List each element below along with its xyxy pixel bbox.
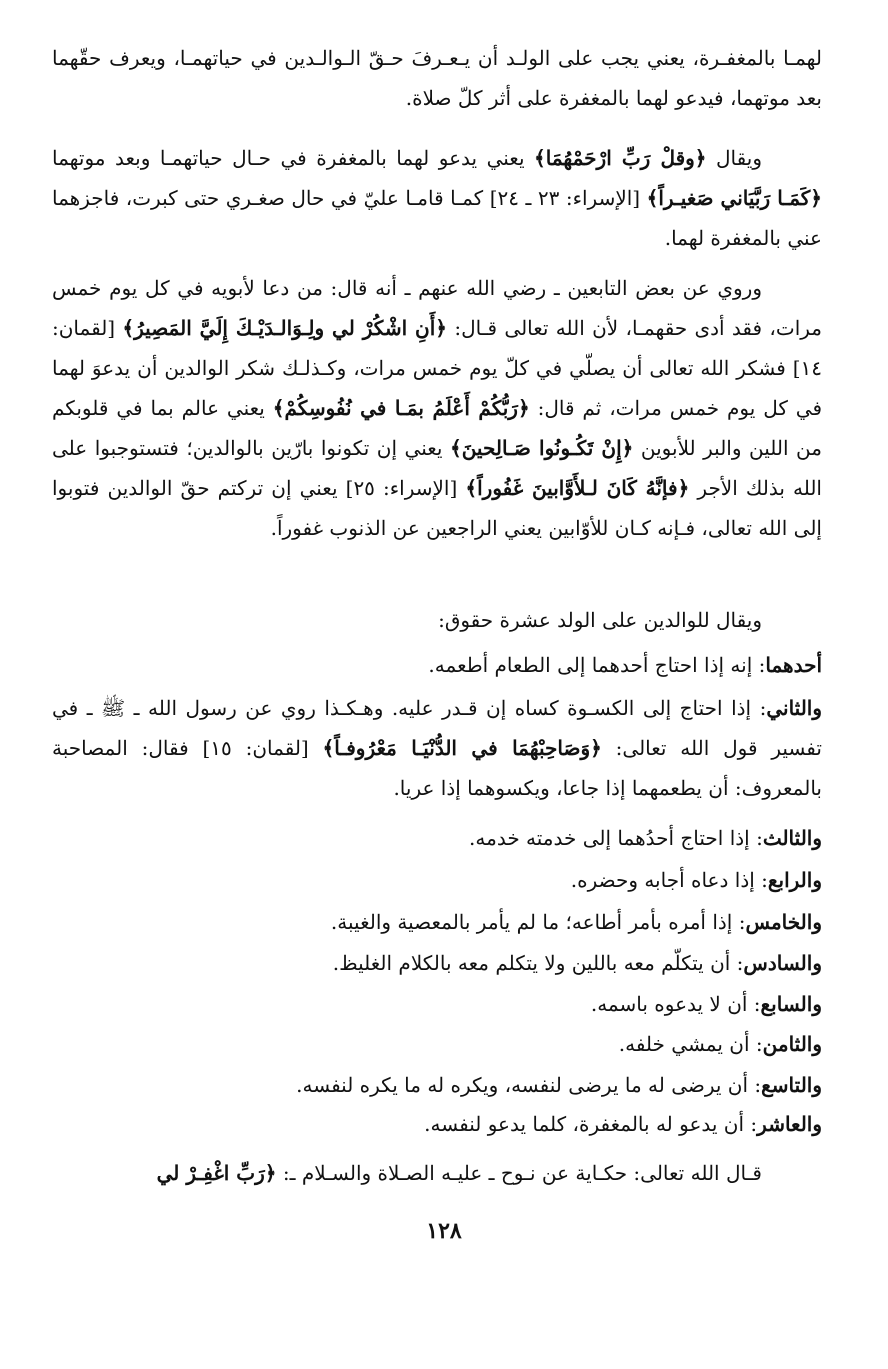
right-term: أحدهما (765, 653, 822, 677)
quran-verse: ﴿وقلْ رَبِّ ارْحَمْهُمَا﴾ (534, 146, 707, 170)
right-text: : إذا احتاج أحدُهما إلى خدمته خدمه. (469, 826, 763, 850)
text: وروي عن بعض التابعين ـ رضي الله عنهم ـ أنه قال: من دعا لأبويه في كل يوم خمس مرات، فقد أدى حقهمـا، لأن الله تعالى قـال: (52, 276, 822, 340)
paragraph-ten-rights-intro: ويقال للوالدين على الولد عشرة حقوق: (438, 608, 762, 632)
right-text: : أن لا يدعوه باسمه. (590, 992, 761, 1016)
right-text: : إذا دعاه أجابه وحضره. (570, 868, 768, 892)
right-term: والسابع (760, 992, 822, 1016)
right-tenth (122, 1104, 822, 1144)
text: يعني عالم بما في قلوبكم من اللين والبر للأبوين (52, 396, 822, 460)
right-term: والعاشر (757, 1112, 822, 1136)
right-text: : إذا أمره بأمر أطاعه؛ ما لم يأمر بالمعصية والغيبة. (330, 910, 746, 934)
paragraph-intro: لهمـا بالمغفـرة، يعني يجب على الولـد أن يـعـرفَ حـقّ الـوالـدين في حياتهمـا، ويعرف حقّهما بعد موتهما، فيدعو لهما بالمغفرة على أثر كلّ صلاة. (52, 46, 822, 110)
text: يعني إن تكونوا بارّين بالوالدين؛ فتستوجبوا على الله بذلك الأجر (52, 436, 822, 500)
right-term: والخامس (745, 910, 822, 934)
text: ويقال (706, 146, 762, 170)
right-text: : أن يرضى له ما يرضى لنفسه، ويكره له ما يكره لنفسه. (296, 1073, 762, 1097)
right-term: والتاسع (761, 1073, 822, 1097)
right-seventh (122, 984, 822, 1024)
text: [الإسراء: ٢٣ ـ ٢٤] كمـا قامـا عليّ في حال صغـري حتى كبرت، فاجزهما عني بالمغفرة لهما. (52, 186, 822, 250)
quran-verse: ﴿وَصَاحِبْهُمَا في الدُّنْيَـا مَعْرُوفـاً﴾ (322, 736, 602, 760)
right-text: : إنه إذا احتاج أحدهما إلى الطعام أطعمه. (428, 653, 766, 677)
right-term: والثاني (766, 696, 823, 720)
right-text: : أن يمشي خلفه. (618, 1032, 763, 1056)
right-term: والثامن (762, 1032, 822, 1056)
text: [الإسراء: ٢٥] يعني إن تركتم حقّ الوالدين فتوبوا إلى الله تعالى، فـإنه كـان للأوّابين يعني الراجعين عن الذنوب غفوراً. (52, 476, 822, 540)
quran-verse: ﴿رَبِّ اغْفِـرْ لي (156, 1161, 277, 1185)
right-text: : أن يدعو له بالمغفرة، كلما يدعو لنفسه. (424, 1112, 758, 1136)
right-text: : أن يتكلّم معه باللين ولا يتكلم معه بالكلام الغليظ. (332, 951, 744, 975)
right-second (52, 688, 822, 808)
paragraph-tabiin-narration (52, 268, 822, 548)
right-eighth (122, 1024, 822, 1064)
right-term: والرابع (767, 868, 822, 892)
right-term: والثالث (762, 826, 822, 850)
quran-verse: ﴿أَنِ اشْكُرْ لي ولِـوَالـدَيْـكَ إِلَيَّ المَصِيرُ﴾ (122, 316, 448, 340)
right-fifth (122, 902, 822, 942)
paragraph-mercy-verse (52, 138, 822, 258)
text: قـال الله تعالى: حكـاية عن نـوح ـ عليـه الصـلاة والسـلام ـ: (276, 1161, 762, 1185)
right-text: : إذا احتاج إلى الكسـوة كساه إن قـدر عليه. وهـكـذا روي عن رسول الله ـ ﷺ ـ في تفسير قول الله تعالى: (52, 696, 822, 760)
right-third (122, 818, 822, 858)
quran-verse: ﴿إِنْ تَكُـونُوا صَـالِحينَ﴾ (449, 436, 634, 460)
text: [لقمان: ١٤] فشكر الله تعالى أن يصلّي في كلّ يوم خمس مرات، وكـذلـك شكر الوالدين أن يدعوَ لهما في كل يوم خمس مرات، ثم قال: (52, 316, 823, 420)
quran-verse: ﴿فإنَّهُ كَانَ لـلأَوَّابينَ غَفُوراً﴾ (465, 476, 690, 500)
paragraph-closing (52, 1153, 822, 1193)
quran-verse: ﴿رَبُّكُمْ أَعْلَمُ بمَـا في نُفُوسِكُمْ﴾ (272, 396, 530, 420)
text: يعني يدعو لهما بالمغفرة في حـال حياتهمـا وبعد موتهما (52, 146, 535, 170)
right-text: [لقمان: ١٥] فقال: المصاحبة بالمعروف: أن يطعمهما إذا جاعا، ويكسوهما إذا عريا. (52, 736, 822, 800)
right-term: والسادس (743, 951, 822, 975)
quran-verse: ﴿كَمَـا رَبَّيَاني صَغيـراً﴾ (646, 186, 823, 210)
right-fourth (122, 860, 822, 900)
page-number: ١٢٨ (426, 1218, 462, 1244)
right-ninth (122, 1065, 822, 1105)
right-sixth (122, 943, 822, 983)
right-first (52, 645, 822, 685)
